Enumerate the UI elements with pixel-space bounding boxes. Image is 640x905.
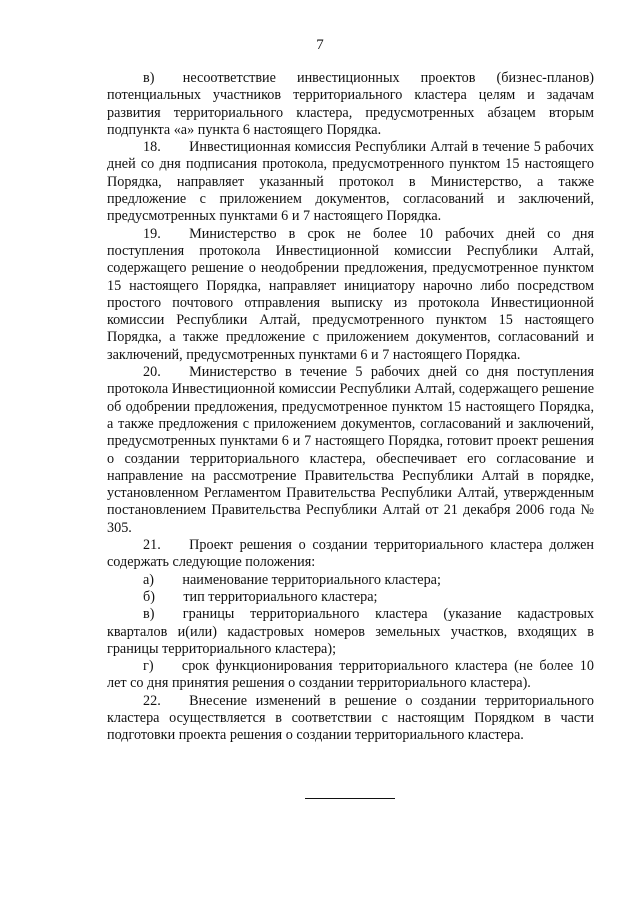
paragraph-21-item-v: в) границы территориального кластера (указание кадастровых кварталов и(или) кадастровых номеров земельных участков, входящих в границы территориального кластера); <box>107 606 594 657</box>
paragraph-21-item-b: б) тип территориального кластера; <box>143 588 378 605</box>
document-body <box>107 70 594 745</box>
end-of-document-divider <box>305 798 395 799</box>
paragraph-21-item-a: а) наименование территориального кластера; <box>143 571 441 588</box>
paragraph-22: 22. Внесение изменений в решение о создании территориального кластера осуществляется в соответствии с настоящим Порядком в части подготовки проекта решения о создании территориального кластера. <box>107 692 594 744</box>
paragraph-19: 19. Министерство в срок не более 10 рабочих дней со дня поступления протокола Инвестиционной комиссии Республики Алтай, содержащего решение о неодобрении предложения, предусмотренное пунктом 15 настоящего Порядка, направляет инициатору нарочно либо посредством простого почтового отправления выписку из протокола Инвестиционной комиссии Республики Алтай, предусмотренного пунктом 15 настоящего Порядка, а также предложение с приложением документов, согласований и заключений, предусмотренных пунктами 6 и 7 настоящего Порядка. <box>107 225 594 363</box>
paragraph-21-item-g: г) срок функционирования территориального кластера (не более 10 лет со дня принятия решения о создании территориального кластера). <box>107 658 594 692</box>
page-number: 7 <box>316 37 324 53</box>
paragraph-18: 18. Инвестиционная комиссия Республики Алтай в течение 5 рабочих дней со дня подписания протокола, предусмотренного пунктом 15 настоящего Порядка, направляет указанный протокол в Министерство, а также предложение с приложением документов, согласований и заключений, предусмотренных пунктами 6 и 7 настоящего Порядка. <box>107 139 594 225</box>
paragraph-21: 21. Проект решения о создании территориального кластера должен содержать следующие положения: <box>107 537 594 571</box>
paragraph-item-v-mismatch: в) несоответствие инвестиционных проектов (бизнес-планов) потенциальных участников территориального кластера целям и задачам развития территориального кластера, предусмотренных абзацем вторым подпункта «а» пункта 6 настоящего Порядка. <box>107 70 594 138</box>
paragraph-20: 20. Министерство в течение 5 рабочих дней со дня поступления протокола Инвестиционной комиссии Республики Алтай, содержащего решение об одобрении предложения, предусмотренное пунктом 15 настоящего Порядка, а также предложения с приложением документов, согласований и заключений, предусмотренных пунктами 6 и 7 настоящего Порядка, готовит проект решения о создании территориального кластера, обеспечивает его согласование и направление на рассмотрение Правительства Республики Алтай в порядке, установленном Регламентом Правительства Республики Алтай, утвержденным постановлением Правительства Республики Алтай от 21 декабря 2006 года № 305. <box>107 364 594 536</box>
